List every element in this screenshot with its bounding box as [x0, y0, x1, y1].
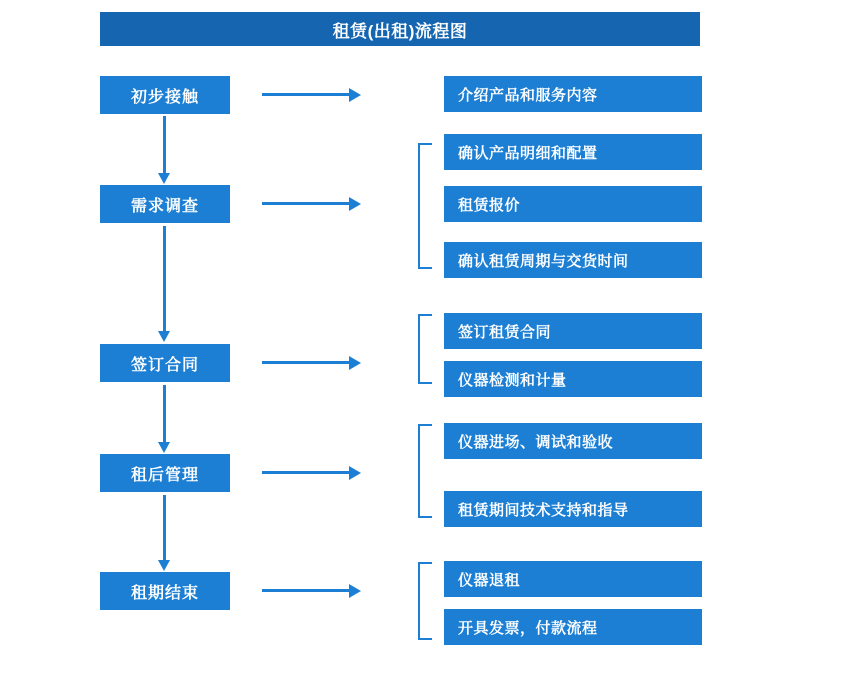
bracket-group-4 — [418, 424, 432, 518]
stage-box-1[interactable]: 初步接触 — [100, 76, 230, 114]
bracket-group-3 — [418, 314, 432, 384]
stage-box-2[interactable]: 需求调查 — [100, 185, 230, 223]
vertical-arrow-4-5 — [163, 495, 166, 561]
horizontal-arrow-4 — [262, 471, 350, 474]
detail-box-6[interactable]: 仪器检测和计量 — [444, 361, 702, 397]
detail-box-1[interactable]: 介绍产品和服务内容 — [444, 76, 702, 112]
horizontal-arrow-3 — [262, 361, 350, 364]
detail-box-10[interactable]: 开具发票，付款流程 — [444, 609, 702, 645]
detail-box-2[interactable]: 确认产品明细和配置 — [444, 134, 702, 170]
detail-box-5[interactable]: 签订租赁合同 — [444, 313, 702, 349]
horizontal-arrow-5 — [262, 589, 350, 592]
detail-box-7[interactable]: 仪器进场、调试和验收 — [444, 423, 702, 459]
stage-box-5[interactable]: 租期结束 — [100, 572, 230, 610]
chart-title: 租赁(出租)流程图 — [100, 12, 700, 46]
stage-box-4[interactable]: 租后管理 — [100, 454, 230, 492]
vertical-arrow-1-2 — [163, 116, 166, 174]
vertical-arrow-3-4 — [163, 385, 166, 443]
detail-box-8[interactable]: 租赁期间技术支持和指导 — [444, 491, 702, 527]
horizontal-arrow-2 — [262, 202, 350, 205]
detail-box-9[interactable]: 仪器退租 — [444, 561, 702, 597]
bracket-group-5 — [418, 562, 432, 640]
vertical-arrow-2-3 — [163, 226, 166, 332]
detail-box-3[interactable]: 租赁报价 — [444, 186, 702, 222]
detail-box-4[interactable]: 确认租赁周期与交货时间 — [444, 242, 702, 278]
horizontal-arrow-1 — [262, 93, 350, 96]
stage-box-3[interactable]: 签订合同 — [100, 344, 230, 382]
bracket-group-2 — [418, 143, 432, 269]
